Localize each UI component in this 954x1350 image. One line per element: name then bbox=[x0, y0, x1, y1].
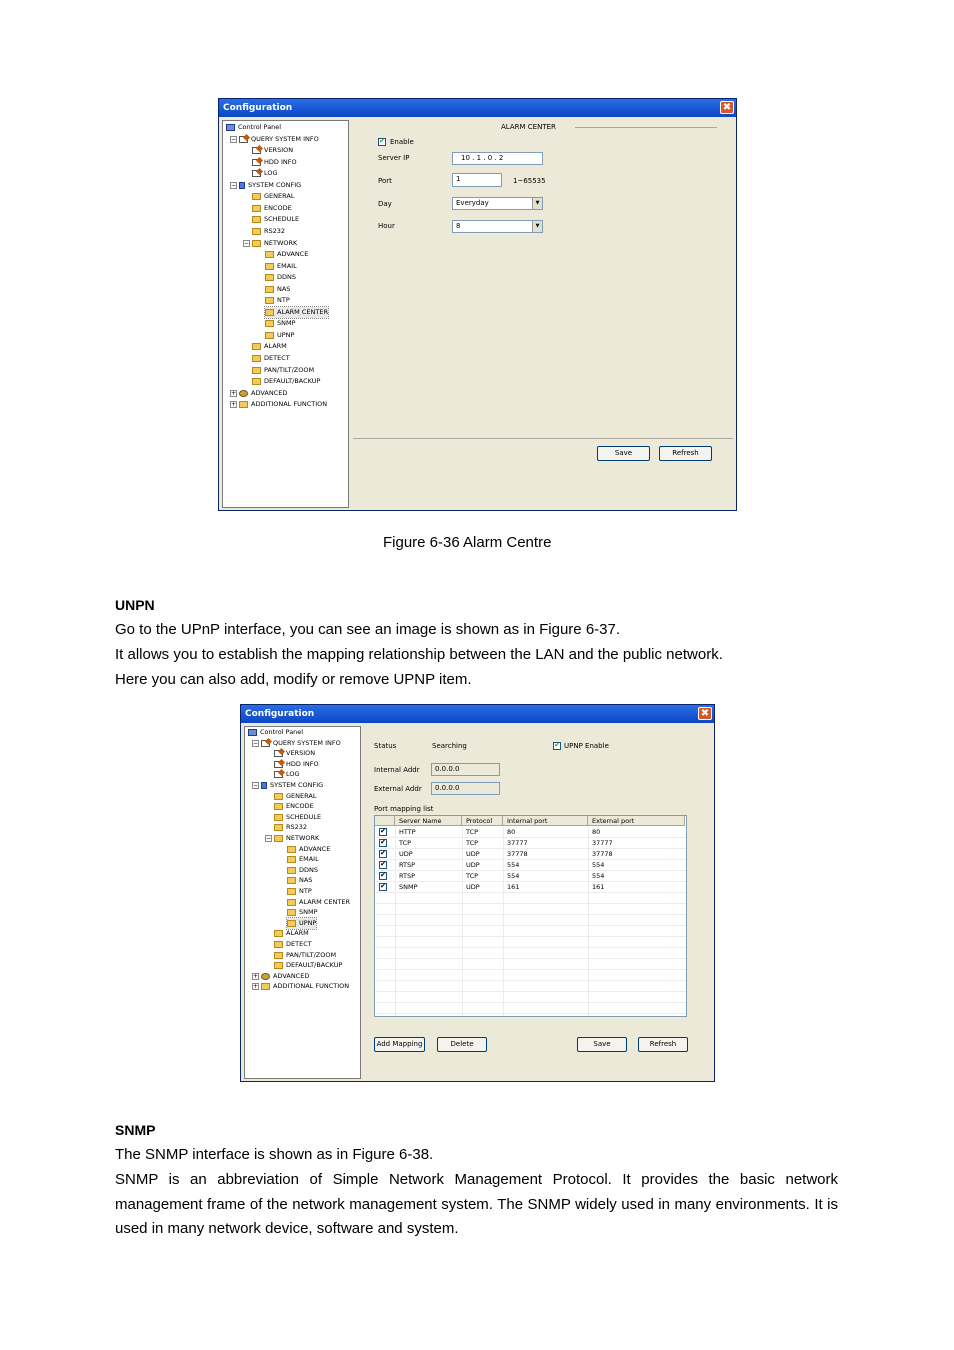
table-cell: 80 bbox=[592, 828, 601, 836]
expand-toggle-icon[interactable]: − bbox=[253, 739, 259, 747]
expand-toggle-icon[interactable]: − bbox=[244, 239, 250, 247]
tree-item-label: RS232 bbox=[286, 823, 308, 832]
tree-item-label: EMAIL bbox=[277, 261, 297, 270]
section-heading-snmp: SNMP bbox=[115, 1122, 156, 1138]
tree-item[interactable] bbox=[252, 191, 294, 202]
paragraph-line: The SNMP interface is shown as in Figure 6-38. bbox=[115, 1146, 434, 1163]
cog-icon bbox=[239, 390, 248, 397]
port-range-label: 1~65535 bbox=[513, 177, 546, 185]
tree-item[interactable] bbox=[265, 833, 319, 844]
tree-item[interactable] bbox=[287, 854, 319, 865]
tree-item-label: PAN/TILT/ZOOM bbox=[286, 950, 337, 959]
tree-item-label: ADVANCE bbox=[277, 250, 309, 259]
figure-caption: Figure 6-36 Alarm Centre bbox=[383, 534, 552, 551]
upnp-enable-checkbox[interactable]: ✔ bbox=[554, 742, 560, 749]
save-button[interactable]: Save bbox=[577, 1037, 627, 1052]
tool-icon bbox=[261, 782, 267, 789]
tree-item[interactable] bbox=[252, 353, 290, 364]
tree-item-label: DETECT bbox=[286, 940, 312, 948]
expand-toggle-icon[interactable]: − bbox=[266, 835, 272, 842]
table-cell: 161 bbox=[592, 883, 605, 891]
table-cell: 554 bbox=[592, 872, 605, 880]
folder-icon bbox=[274, 941, 283, 948]
config-tree[interactable] bbox=[222, 120, 349, 508]
row-divider bbox=[375, 1002, 686, 1003]
note-icon bbox=[274, 750, 283, 757]
external-addr-label: External Addr bbox=[374, 785, 422, 793]
folder-icon bbox=[239, 401, 248, 408]
tree-item-label: UPNP bbox=[277, 330, 295, 339]
config-tree[interactable] bbox=[244, 726, 361, 1079]
folder-icon bbox=[252, 205, 261, 212]
folder-icon bbox=[274, 930, 283, 937]
table-cell: UDP bbox=[466, 883, 480, 891]
paragraph-line: Here you can also add, modify or remove UPNP item. bbox=[115, 671, 472, 688]
tree-item-label: DETECT bbox=[264, 354, 290, 362]
tree-item[interactable] bbox=[287, 907, 318, 918]
table-header[interactable]: Internal port bbox=[503, 816, 588, 826]
tree-item[interactable] bbox=[252, 780, 323, 791]
tree-item-label: ALARM CENTER bbox=[299, 897, 350, 906]
tree-item-label: RS232 bbox=[264, 226, 286, 235]
tree-item-label: EMAIL bbox=[299, 855, 319, 864]
folder-icon bbox=[265, 263, 274, 270]
tree-item[interactable] bbox=[252, 168, 278, 179]
table-cell: UDP bbox=[399, 850, 413, 858]
table-cell: 554 bbox=[507, 861, 520, 869]
folder-icon bbox=[287, 867, 296, 874]
tree-item-label: ADVANCED bbox=[273, 971, 310, 980]
table-cell: TCP bbox=[399, 839, 412, 847]
button-divider bbox=[353, 438, 733, 439]
port-field[interactable]: 1 bbox=[452, 173, 502, 187]
tree-item[interactable] bbox=[287, 918, 316, 929]
tree-item-label: Control Panel bbox=[238, 123, 282, 131]
tree-item-label: NTP bbox=[277, 296, 290, 305]
row-checkbox[interactable]: ✔ bbox=[380, 828, 386, 835]
tree-item-label: VERSION bbox=[286, 749, 316, 758]
tree-item[interactable] bbox=[274, 748, 315, 759]
table-header[interactable]: Protocol bbox=[462, 816, 503, 826]
note-icon bbox=[252, 159, 261, 166]
tree-item[interactable] bbox=[287, 886, 312, 897]
folder-icon bbox=[265, 274, 274, 281]
day-value: Everyday bbox=[456, 199, 489, 207]
tree-item[interactable] bbox=[252, 971, 309, 982]
note-icon bbox=[274, 761, 283, 768]
tree-item[interactable] bbox=[287, 865, 318, 876]
tree-item-label: NAS bbox=[277, 284, 291, 293]
port-mapping-label: Port mapping list bbox=[374, 805, 434, 813]
tree-item[interactable] bbox=[265, 330, 294, 341]
table-cell: RTSP bbox=[399, 872, 416, 880]
tree-item[interactable] bbox=[265, 261, 297, 272]
tree-item[interactable] bbox=[265, 272, 296, 283]
row-divider bbox=[375, 991, 686, 992]
chevron-down-icon[interactable]: ▼ bbox=[532, 221, 542, 232]
external-addr-field: 0.0.0.0 bbox=[431, 782, 500, 795]
tree-item-label: ADDITIONAL FUNCTION bbox=[273, 982, 350, 991]
tree-item-label: SYSTEM CONFIG bbox=[270, 781, 324, 789]
tree-item[interactable] bbox=[248, 727, 303, 738]
tree-item-label: SCHEDULE bbox=[264, 215, 300, 224]
column-divider bbox=[395, 826, 396, 1016]
folder-icon bbox=[252, 216, 261, 223]
table-cell: TCP bbox=[466, 872, 479, 880]
expand-toggle-icon[interactable]: + bbox=[231, 389, 237, 397]
paragraph-line: Go to the UPnP interface, you can see an image is shown as in Figure 6-37. bbox=[115, 621, 621, 638]
upnp-enable-label: UPNP Enable bbox=[564, 742, 609, 750]
section-heading-upnp: UNPN bbox=[115, 597, 155, 613]
cog-icon bbox=[261, 973, 270, 980]
close-icon[interactable]: ✖ bbox=[698, 707, 712, 720]
tree-item-label: DDNS bbox=[299, 865, 318, 874]
tree-item[interactable] bbox=[230, 399, 327, 410]
column-divider bbox=[588, 826, 589, 1016]
window-title: Configuration bbox=[241, 705, 714, 723]
row-divider bbox=[375, 936, 686, 937]
tree-item-label: ALARM bbox=[264, 342, 287, 351]
folder-icon bbox=[287, 899, 296, 906]
folder-icon bbox=[287, 846, 296, 853]
tree-item[interactable] bbox=[252, 738, 341, 749]
folder-icon bbox=[265, 332, 274, 339]
table-cell: SNMP bbox=[399, 883, 418, 891]
tree-item-label: DEFAULT/BACKUP bbox=[264, 377, 321, 386]
row-divider bbox=[375, 925, 686, 926]
folder-icon bbox=[252, 378, 261, 385]
folder-icon bbox=[252, 367, 261, 374]
tree-item-label: SYSTEM CONFIG bbox=[248, 180, 302, 189]
row-divider bbox=[375, 958, 686, 959]
tree-item[interactable] bbox=[287, 844, 330, 855]
folder-icon bbox=[252, 228, 261, 235]
folder-icon bbox=[252, 355, 261, 362]
expand-toggle-icon[interactable]: − bbox=[231, 181, 237, 189]
tree-item-label: HDD INFO bbox=[264, 157, 297, 166]
row-divider bbox=[375, 969, 686, 970]
day-label: Day bbox=[378, 200, 392, 208]
expand-toggle-icon[interactable]: + bbox=[253, 983, 259, 991]
tree-item[interactable] bbox=[252, 341, 287, 352]
note-icon bbox=[261, 740, 270, 747]
internal-addr-label: Internal Addr bbox=[374, 766, 420, 774]
refresh-button[interactable]: Refresh bbox=[638, 1037, 688, 1052]
folder-icon bbox=[287, 920, 296, 927]
tree-item[interactable] bbox=[274, 822, 307, 833]
table-cell: 161 bbox=[507, 883, 520, 891]
table-cell: 37778 bbox=[592, 850, 613, 858]
port-mapping-table[interactable] bbox=[374, 815, 687, 1017]
table-cell: HTTP bbox=[399, 828, 416, 836]
tree-item-label: NETWORK bbox=[264, 238, 298, 247]
tree-item[interactable] bbox=[252, 214, 299, 225]
note-icon bbox=[274, 771, 283, 778]
tree-item-label: ALARM bbox=[286, 929, 309, 938]
tree-item[interactable] bbox=[265, 307, 328, 318]
group-title: ALARM CENTER bbox=[501, 123, 556, 131]
tree-item[interactable] bbox=[252, 145, 293, 156]
row-checkbox[interactable]: ✔ bbox=[380, 861, 386, 868]
pc-icon bbox=[248, 729, 257, 736]
tree-item[interactable] bbox=[252, 365, 314, 376]
paragraph-line: It allows you to establish the mapping relationship between the LAN and the public network. bbox=[115, 646, 723, 663]
day-select[interactable] bbox=[452, 197, 543, 210]
tree-item[interactable] bbox=[252, 376, 320, 387]
tree-item[interactable] bbox=[274, 928, 309, 939]
tree-item-label: DEFAULT/BACKUP bbox=[286, 961, 343, 970]
tree-item-label: ADVANCE bbox=[299, 844, 331, 853]
folder-icon bbox=[274, 803, 283, 810]
tree-item[interactable] bbox=[265, 249, 308, 260]
row-checkbox[interactable]: ✔ bbox=[380, 850, 386, 857]
folder-icon bbox=[274, 952, 283, 959]
folder-icon bbox=[274, 814, 283, 821]
column-divider bbox=[462, 826, 463, 1016]
table-header-check bbox=[375, 816, 395, 826]
tree-item-label: GENERAL bbox=[286, 791, 317, 800]
folder-icon bbox=[265, 286, 274, 293]
tree-item[interactable] bbox=[230, 180, 301, 191]
folder-icon bbox=[274, 824, 283, 831]
tree-item-label: UPNP bbox=[299, 918, 317, 927]
delete-button[interactable]: Delete bbox=[437, 1037, 487, 1052]
table-cell: TCP bbox=[466, 828, 479, 836]
tree-item-label: LOG bbox=[286, 770, 300, 779]
hour-select[interactable] bbox=[452, 220, 543, 233]
table-cell: 554 bbox=[507, 872, 520, 880]
folder-icon bbox=[287, 909, 296, 916]
tree-item[interactable] bbox=[252, 981, 349, 992]
folder-icon bbox=[252, 193, 261, 200]
internal-addr-field: 0.0.0.0 bbox=[431, 763, 500, 776]
table-cell: 554 bbox=[592, 861, 605, 869]
folder-icon bbox=[265, 309, 274, 316]
row-checkbox[interactable]: ✔ bbox=[380, 872, 386, 879]
tree-item[interactable] bbox=[287, 897, 350, 908]
table-cell: 80 bbox=[507, 828, 516, 836]
expand-toggle-icon[interactable]: + bbox=[253, 972, 259, 980]
snmp-paragraph: SNMP is an abbreviation of Simple Network Management Protocol. It provides the basic network management frame of the network management system. The SNMP widely used in many environments. It is used in many network device, software and system. bbox=[115, 1171, 838, 1237]
expand-toggle-icon[interactable]: + bbox=[231, 401, 237, 409]
folder-icon bbox=[261, 983, 270, 990]
note-icon bbox=[252, 170, 261, 177]
alarm-center-config-window bbox=[218, 98, 737, 511]
row-divider bbox=[375, 980, 686, 981]
tree-item[interactable] bbox=[252, 157, 297, 168]
tree-item-label: DDNS bbox=[277, 273, 296, 282]
window-title: Configuration bbox=[219, 99, 736, 117]
note-icon bbox=[239, 136, 248, 143]
server-ip-field[interactable]: 10 . 1 . 0 . 2 bbox=[452, 152, 543, 165]
tree-item-label: VERSION bbox=[264, 146, 294, 155]
refresh-button[interactable]: Refresh bbox=[659, 446, 712, 461]
tree-item-label: ADDITIONAL FUNCTION bbox=[251, 400, 328, 409]
expand-toggle-icon[interactable]: − bbox=[253, 782, 259, 789]
chevron-down-icon[interactable]: ▼ bbox=[532, 198, 542, 209]
tree-item-label: NTP bbox=[299, 887, 312, 895]
row-divider bbox=[375, 903, 686, 904]
tree-item-label: QUERY SYSTEM INFO bbox=[251, 134, 319, 143]
folder-icon bbox=[252, 240, 261, 247]
hour-label: Hour bbox=[378, 222, 395, 230]
folder-icon bbox=[265, 320, 274, 327]
folder-icon bbox=[252, 343, 261, 350]
tree-item-label: NAS bbox=[299, 876, 313, 885]
table-cell: RTSP bbox=[399, 861, 416, 869]
pc-icon bbox=[226, 124, 235, 131]
group-line-right bbox=[575, 127, 717, 128]
tree-item-label: Control Panel bbox=[260, 728, 304, 736]
tree-item[interactable] bbox=[274, 960, 342, 971]
folder-icon bbox=[287, 877, 296, 884]
tree-item-label: QUERY SYSTEM INFO bbox=[273, 738, 341, 747]
tree-item[interactable] bbox=[287, 875, 312, 886]
tree-item-label: SCHEDULE bbox=[286, 812, 322, 821]
folder-icon bbox=[274, 835, 283, 842]
server-ip-label: Server IP bbox=[378, 154, 410, 162]
port-label: Port bbox=[378, 177, 392, 185]
save-button[interactable]: Save bbox=[597, 446, 650, 461]
tree-item-label: ENCODE bbox=[286, 802, 314, 811]
tree-item[interactable] bbox=[274, 812, 321, 823]
note-icon bbox=[252, 147, 261, 154]
close-icon[interactable]: ✖ bbox=[720, 101, 734, 114]
row-divider bbox=[375, 947, 686, 948]
row-checkbox[interactable]: ✔ bbox=[380, 883, 386, 890]
tool-icon bbox=[239, 182, 245, 189]
tree-item[interactable] bbox=[274, 791, 316, 802]
enable-label: Enable bbox=[390, 138, 414, 146]
table-cell: 37777 bbox=[592, 839, 613, 847]
tree-item-label: ENCODE bbox=[264, 203, 292, 212]
tree-item-label: ALARM CENTER bbox=[277, 307, 328, 316]
folder-icon bbox=[274, 793, 283, 800]
tree-item-label: PAN/TILT/ZOOM bbox=[264, 365, 315, 374]
tree-item[interactable] bbox=[252, 226, 285, 237]
tree-item-label: ADVANCED bbox=[251, 388, 288, 397]
folder-icon bbox=[265, 297, 274, 304]
row-divider bbox=[375, 1013, 686, 1014]
table-cell: UDP bbox=[466, 850, 480, 858]
row-divider bbox=[375, 914, 686, 915]
folder-icon bbox=[287, 888, 296, 895]
tree-item[interactable] bbox=[265, 284, 290, 295]
table-cell: 37777 bbox=[507, 839, 528, 847]
row-checkbox[interactable]: ✔ bbox=[380, 839, 386, 846]
table-header[interactable]: Server Name bbox=[395, 816, 462, 826]
folder-icon bbox=[287, 856, 296, 863]
tree-item-label: LOG bbox=[264, 169, 278, 178]
tree-item-label: NETWORK bbox=[286, 834, 320, 842]
table-header[interactable]: External port bbox=[588, 816, 685, 826]
tree-item[interactable] bbox=[274, 950, 336, 961]
table-cell: TCP bbox=[466, 839, 479, 847]
tree-item[interactable] bbox=[265, 295, 290, 306]
tree-item[interactable] bbox=[230, 388, 287, 399]
upnp-config-window bbox=[240, 704, 715, 1082]
folder-icon bbox=[274, 962, 283, 969]
tree-item[interactable] bbox=[274, 801, 314, 812]
hour-value: 8 bbox=[456, 222, 461, 230]
tree-item-label: HDD INFO bbox=[286, 759, 319, 768]
tree-item[interactable] bbox=[252, 203, 292, 214]
table-cell: UDP bbox=[466, 861, 480, 869]
column-divider bbox=[503, 826, 504, 1016]
tree-item[interactable] bbox=[226, 122, 281, 133]
table-cell: 37778 bbox=[507, 850, 528, 858]
enable-checkbox[interactable]: ✔ bbox=[379, 138, 385, 145]
status-label: Status bbox=[374, 742, 397, 750]
tree-item[interactable] bbox=[274, 769, 300, 780]
tree-item-label: SNMP bbox=[299, 908, 318, 917]
status-value: Searching bbox=[432, 742, 467, 750]
tree-item-label: GENERAL bbox=[264, 192, 295, 201]
folder-icon bbox=[265, 251, 274, 258]
add-mapping-button[interactable]: Add Mapping bbox=[374, 1037, 425, 1052]
tree-item-label: SNMP bbox=[277, 319, 296, 328]
tree-item[interactable] bbox=[243, 238, 297, 249]
expand-toggle-icon[interactable]: − bbox=[231, 135, 237, 143]
tree-item[interactable] bbox=[274, 939, 312, 950]
tree-item[interactable] bbox=[265, 318, 296, 329]
tree-item[interactable] bbox=[230, 134, 319, 145]
